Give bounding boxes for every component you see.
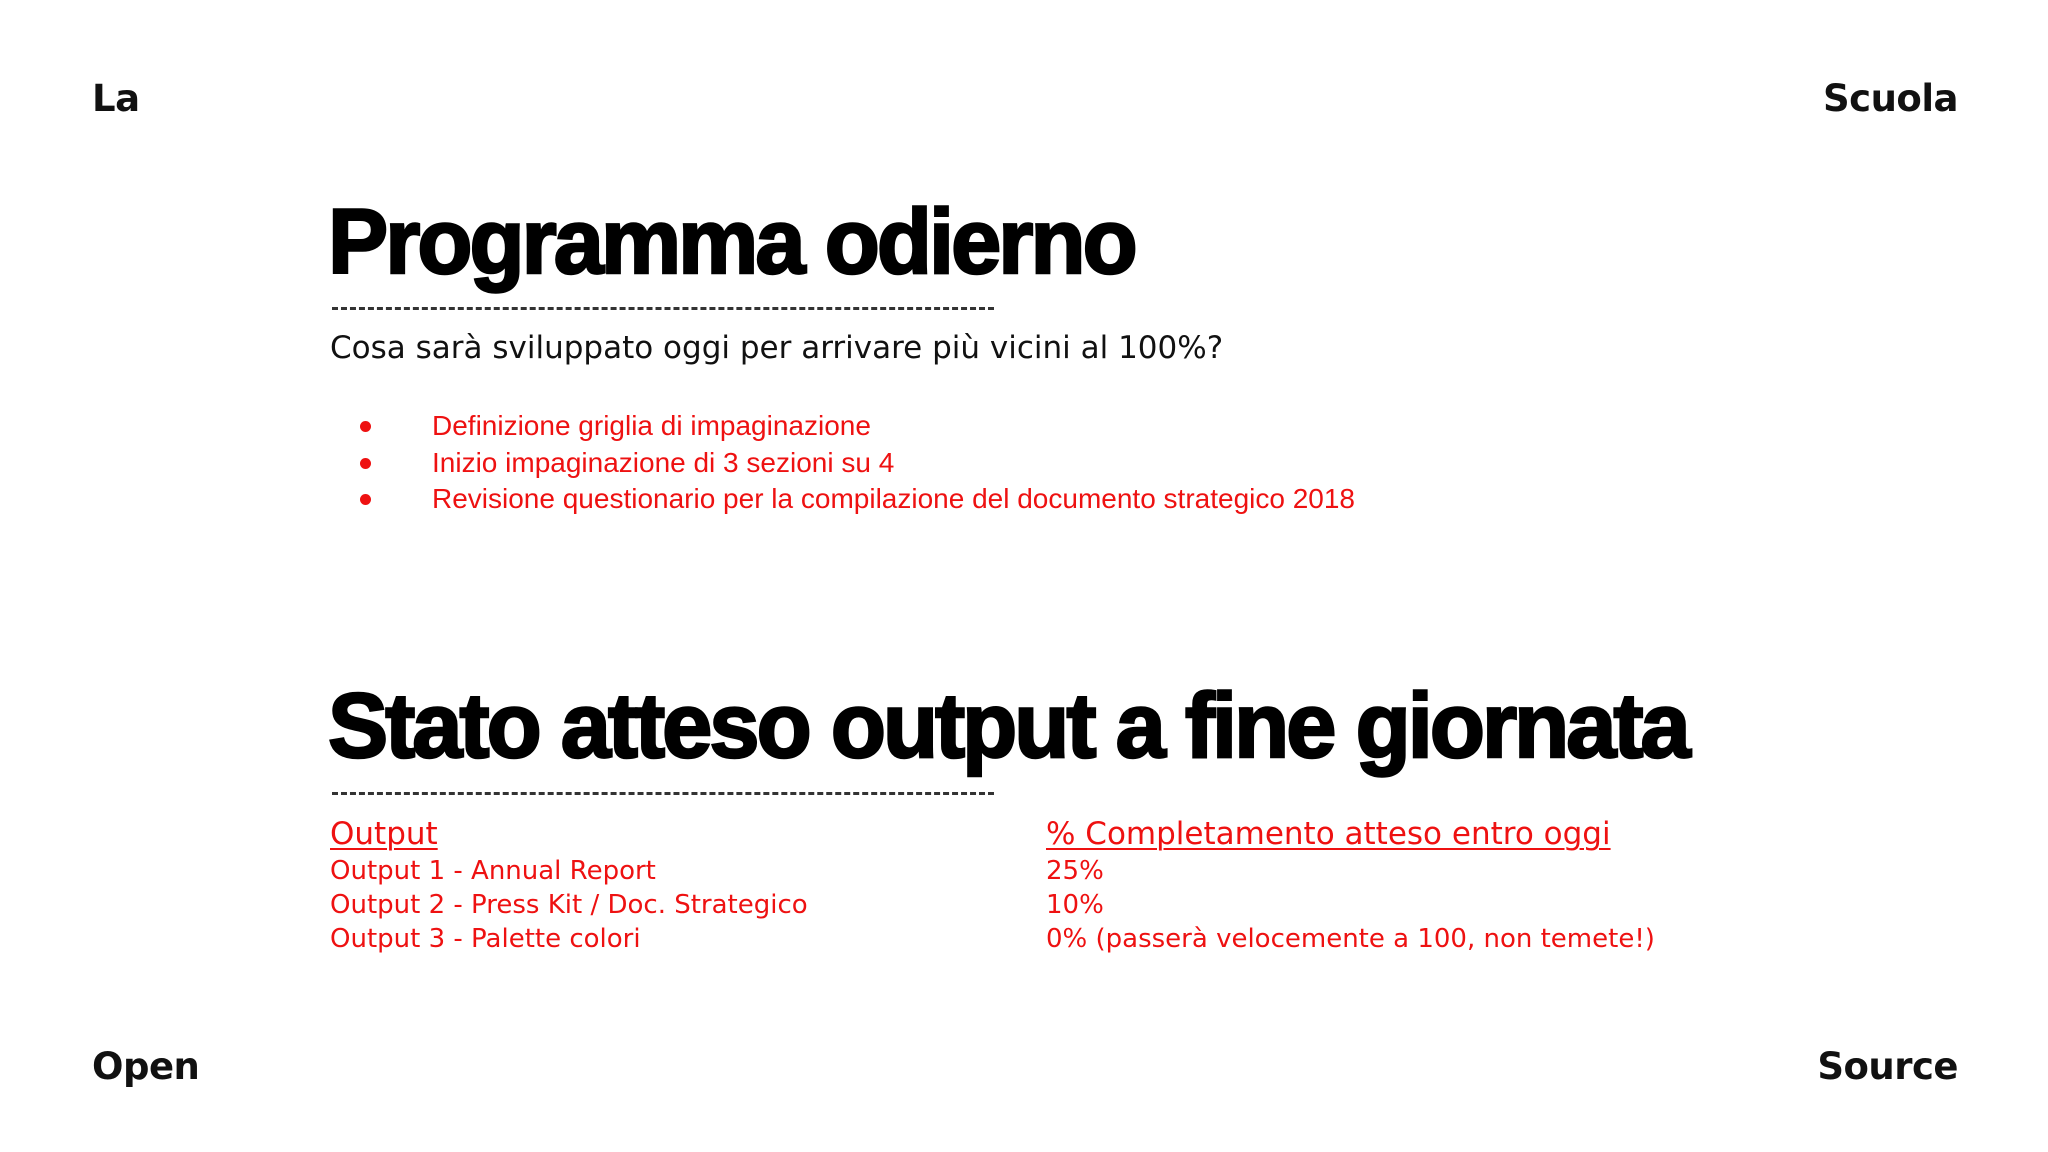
bullet-icon xyxy=(360,494,371,505)
programma-subtitle: Cosa sarà sviluppato oggi per arrivare più vicini al 100%? xyxy=(330,330,1224,366)
table-header-row xyxy=(330,810,1730,852)
stato-divider xyxy=(332,792,994,795)
column-header-output: Output xyxy=(330,816,438,852)
corner-label-la: La xyxy=(92,77,140,120)
corner-label-source: Source xyxy=(1817,1045,1958,1088)
output-cell: Output 1 - Annual Report xyxy=(330,856,656,886)
output-table xyxy=(330,810,1730,954)
table-row xyxy=(330,852,1730,886)
programma-divider xyxy=(332,307,994,310)
output-cell: Output 2 - Press Kit / Doc. Strategico xyxy=(330,890,808,920)
completion-cell: 0% (passerà velocemente a 100, non temete!) xyxy=(1046,924,1655,954)
completion-cell: 25% xyxy=(1046,856,1104,886)
bullet-icon xyxy=(360,421,371,432)
programma-title: Programma odierno xyxy=(328,191,1135,293)
column-header-completion: % Completamento atteso entro oggi xyxy=(1046,816,1611,852)
table-row xyxy=(330,886,1730,920)
output-cell: Output 3 - Palette colori xyxy=(330,924,641,954)
list-item-text: Inizio impaginazione di 3 sezioni su 4 xyxy=(432,446,895,478)
list-item-text: Revisione questionario per la compilazione del documento strategico 2018 xyxy=(432,483,1356,514)
corner-label-scuola: Scuola xyxy=(1823,77,1958,120)
stato-title: Stato atteso output a fine giornata xyxy=(328,675,1688,777)
list-item-text: Definizione griglia di impaginazione xyxy=(432,410,871,441)
completion-cell: 10% xyxy=(1046,890,1104,920)
table-row xyxy=(330,920,1730,954)
bullet-icon xyxy=(360,458,371,469)
corner-label-open: Open xyxy=(92,1045,200,1088)
